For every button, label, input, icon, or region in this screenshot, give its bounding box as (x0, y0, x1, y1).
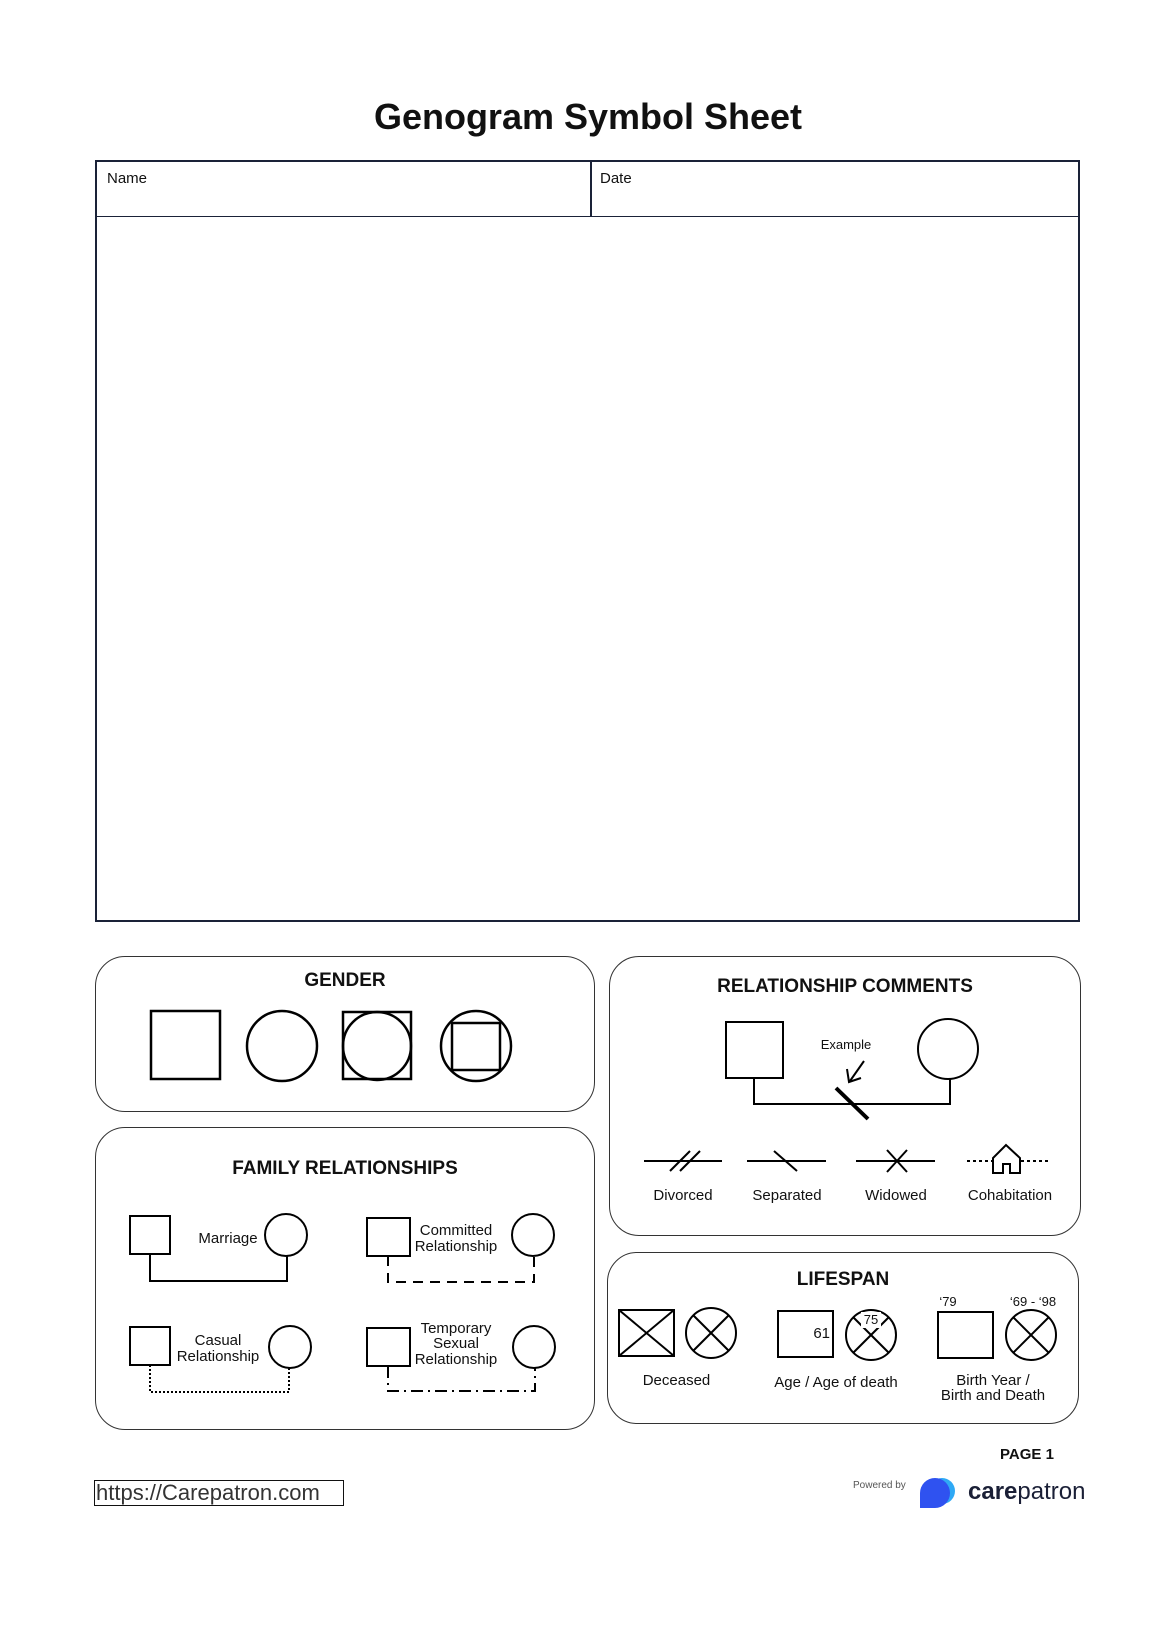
male-symbol (151, 1011, 220, 1079)
date-field-label: Date (600, 170, 632, 187)
deceased-label: Deceased (642, 1372, 711, 1389)
gender-title: GENDER (304, 970, 386, 991)
header-divider (590, 162, 592, 217)
committed-label-line1: Committed (419, 1222, 493, 1239)
separated-label: Separated (752, 1187, 822, 1204)
birth-year-value: ‘79 (939, 1294, 957, 1309)
gender-symbols (96, 957, 596, 1113)
death-age-value: 75 (861, 1312, 881, 1328)
family-symbols (96, 1128, 596, 1431)
genogram-form (95, 160, 1080, 922)
relationship-comments-panel (609, 956, 1081, 1236)
temporary-label-line3: Relationship (414, 1351, 498, 1368)
widowed-label: Widowed (865, 1187, 927, 1204)
birth-label-line1: Birth Year / (956, 1372, 1030, 1389)
casual-label-line2: Relationship (176, 1348, 260, 1365)
age-label: Age / Age of death (774, 1374, 898, 1391)
marriage-label: Marriage (198, 1230, 258, 1247)
divorced-label: Divorced (653, 1187, 713, 1204)
carepatron-link[interactable]: https://Carepatron.com (94, 1480, 344, 1506)
page-title: Genogram Symbol Sheet (373, 96, 803, 137)
brand-bold: care (968, 1478, 1018, 1505)
drawing-area[interactable] (97, 217, 1078, 920)
committed-label-line2: Relationship (414, 1238, 498, 1255)
powered-by-label: Powered by (853, 1480, 906, 1491)
lifespan-title: LIFESPAN (796, 1269, 890, 1290)
casual-label-line1: Casual (194, 1332, 242, 1349)
carepatron-brand (968, 1478, 1085, 1506)
birth-death-years-value: ‘69 - ‘98 (1009, 1294, 1057, 1309)
birth-label-line2: Birth and Death (940, 1387, 1046, 1404)
female-symbol (247, 1011, 317, 1081)
example-label: Example (820, 1037, 872, 1052)
form-header (97, 162, 1078, 217)
family-relationships-panel (95, 1127, 595, 1430)
comments-title: RELATIONSHIP COMMENTS (717, 976, 973, 997)
page-number: PAGE 1 (1000, 1446, 1054, 1463)
birth-year-male-symbol (938, 1312, 993, 1358)
square-in-circle (452, 1023, 500, 1070)
age-value: 61 (813, 1325, 830, 1342)
temporary-label-line1: Temporary (420, 1320, 492, 1337)
carepatron-logo-icon (918, 1476, 966, 1510)
name-field-label: Name (107, 170, 148, 187)
circle-in-square (343, 1012, 411, 1080)
lifespan-panel (607, 1252, 1079, 1424)
family-title: FAMILY RELATIONSHIPS (232, 1158, 458, 1179)
cohabitation-label: Cohabitation (967, 1187, 1053, 1204)
temporary-label-line2: Sexual (433, 1335, 479, 1352)
brand-rest: patron (1017, 1478, 1086, 1505)
gender-panel (95, 956, 595, 1112)
